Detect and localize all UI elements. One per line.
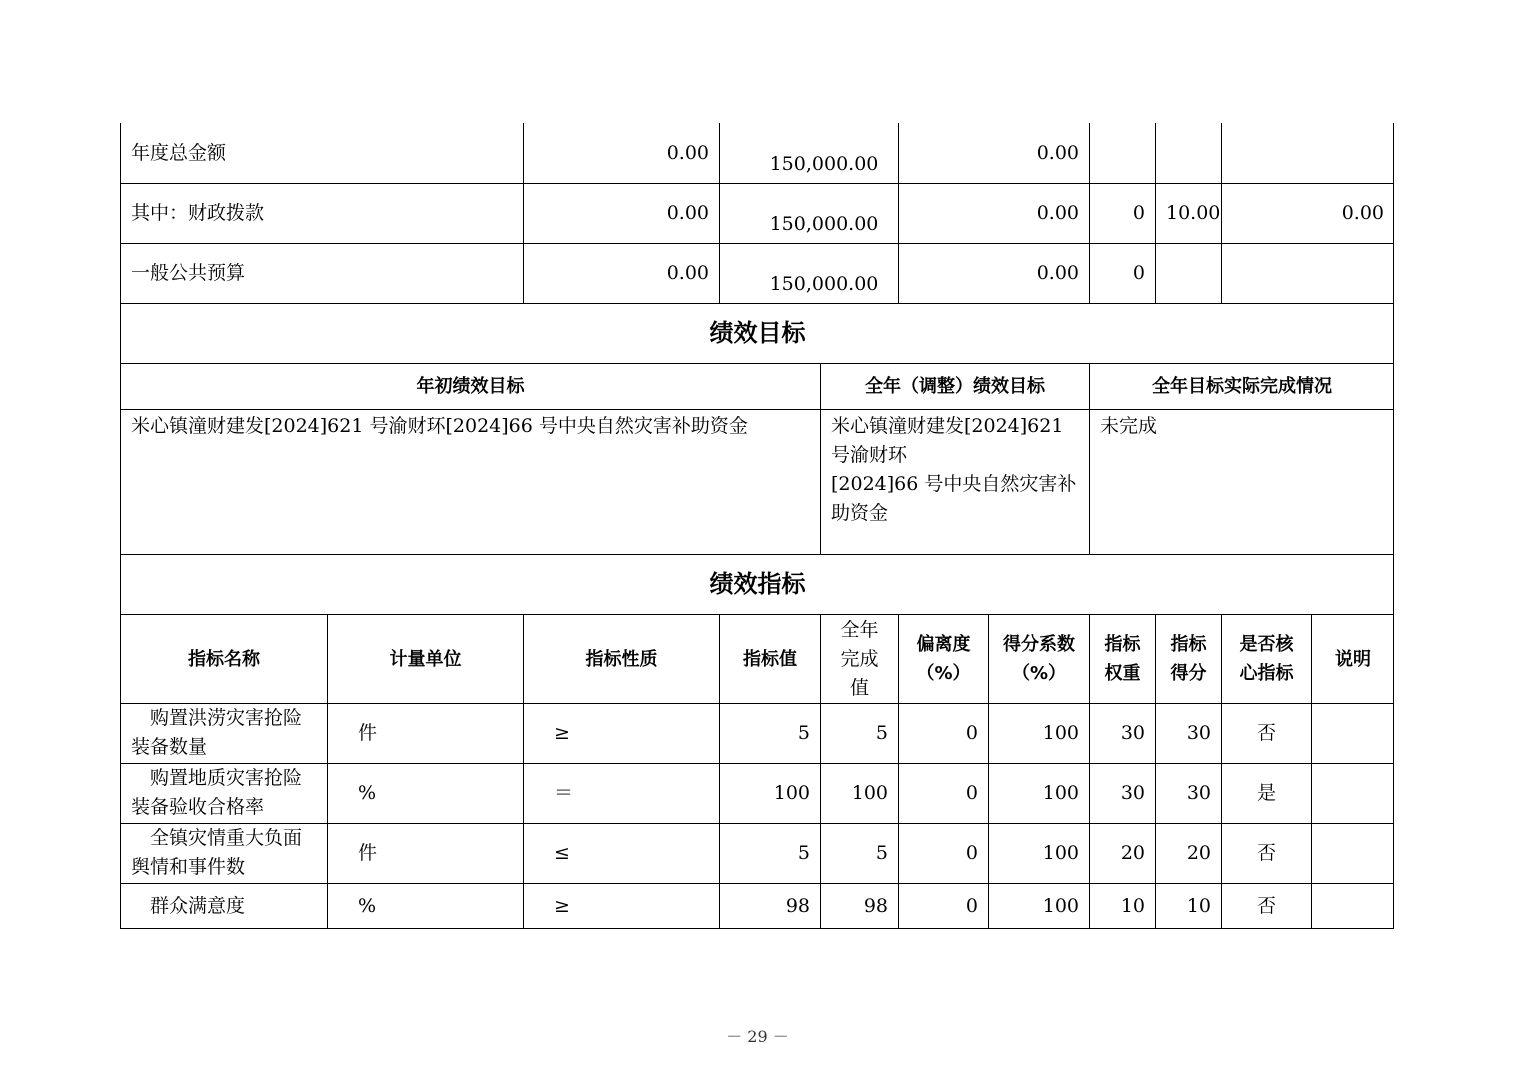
indicator-score: 20 bbox=[1155, 823, 1221, 883]
goals-header-actual: 全年目标实际完成情况 bbox=[1089, 363, 1394, 409]
goals-header-initial: 年初绩效目标 bbox=[120, 363, 820, 409]
budget-score-c bbox=[1221, 123, 1394, 183]
header-score: 指标 得分 bbox=[1155, 614, 1221, 703]
indicator-unit: % bbox=[327, 763, 523, 823]
indicator-name: 购置洪涝灾害抢险 装备数量 bbox=[120, 703, 327, 763]
indicator-nature: ≥ bbox=[523, 883, 719, 928]
header-note: 说明 bbox=[1311, 614, 1394, 703]
header-indicator-name: 指标名称 bbox=[120, 614, 327, 703]
budget-score-a bbox=[1089, 123, 1155, 183]
budget-executed: 0.00 bbox=[898, 243, 1089, 303]
indicator-unit: % bbox=[327, 883, 523, 928]
indicator-note bbox=[1311, 823, 1394, 883]
indicator-weight: 30 bbox=[1089, 763, 1155, 823]
goals-header-adjusted: 全年（调整）绩效目标 bbox=[820, 363, 1089, 409]
goals-actual-text: 未完成 bbox=[1089, 409, 1394, 554]
indicator-weight: 30 bbox=[1089, 703, 1155, 763]
indicator-score: 10 bbox=[1155, 883, 1221, 928]
budget-adjusted: 150,000.00 bbox=[719, 123, 898, 183]
indicator-name: 群众满意度 bbox=[120, 883, 327, 928]
budget-row-label: 一般公共预算 bbox=[120, 243, 523, 303]
budget-adjusted: 150,000.00 bbox=[719, 243, 898, 303]
indicator-value: 5 bbox=[719, 703, 820, 763]
indicator-note bbox=[1311, 763, 1394, 823]
budget-row-label: 其中：财政拨款 bbox=[120, 183, 523, 243]
budget-adjusted: 150,000.00 bbox=[719, 183, 898, 243]
indicator-nature: ≥ bbox=[523, 703, 719, 763]
indicator-note bbox=[1311, 883, 1394, 928]
header-coefficient: 得分系数 （%） bbox=[988, 614, 1089, 703]
budget-score-a: 0 bbox=[1089, 243, 1155, 303]
performance-table bbox=[120, 123, 1394, 929]
indicator-weight: 10 bbox=[1089, 883, 1155, 928]
indicator-deviation: 0 bbox=[898, 703, 988, 763]
indicator-core: 否 bbox=[1221, 883, 1311, 928]
indicator-coefficient: 100 bbox=[988, 763, 1089, 823]
indicator-nature: ＝ bbox=[523, 763, 719, 823]
budget-initial: 0.00 bbox=[523, 183, 719, 243]
indicator-coefficient: 100 bbox=[988, 703, 1089, 763]
indicator-nature: ≤ bbox=[523, 823, 719, 883]
indicator-coefficient: 100 bbox=[988, 823, 1089, 883]
budget-score-c bbox=[1221, 243, 1394, 303]
budget-initial: 0.00 bbox=[523, 123, 719, 183]
indicator-weight: 20 bbox=[1089, 823, 1155, 883]
goals-initial-text: 米心镇潼财建发[2024]621 号渝财环[2024]66 号中央自然灾害补助资金 bbox=[120, 409, 820, 554]
indicator-completed: 5 bbox=[820, 823, 898, 883]
budget-executed: 0.00 bbox=[898, 183, 1089, 243]
indicator-deviation: 0 bbox=[898, 823, 988, 883]
budget-score-b bbox=[1155, 123, 1221, 183]
indicator-name: 购置地质灾害抢险 装备验收合格率 bbox=[120, 763, 327, 823]
budget-row-label: 年度总金额 bbox=[120, 123, 523, 183]
indicator-deviation: 0 bbox=[898, 883, 988, 928]
indicator-completed: 100 bbox=[820, 763, 898, 823]
indicator-completed: 5 bbox=[820, 703, 898, 763]
budget-score-b: 10.00 bbox=[1155, 183, 1221, 243]
header-unit: 计量单位 bbox=[327, 614, 523, 703]
header-core: 是否核 心指标 bbox=[1221, 614, 1311, 703]
indicator-core: 是 bbox=[1221, 763, 1311, 823]
indicator-score: 30 bbox=[1155, 763, 1221, 823]
indicator-value: 100 bbox=[719, 763, 820, 823]
indicator-unit: 件 bbox=[327, 703, 523, 763]
budget-score-a: 0 bbox=[1089, 183, 1155, 243]
budget-score-b bbox=[1155, 243, 1221, 303]
indicator-coefficient: 100 bbox=[988, 883, 1089, 928]
header-deviation: 偏离度 （%） bbox=[898, 614, 988, 703]
header-weight: 指标 权重 bbox=[1089, 614, 1155, 703]
indicator-unit: 件 bbox=[327, 823, 523, 883]
indicators-section-title: 绩效指标 bbox=[120, 554, 1394, 614]
budget-initial: 0.00 bbox=[523, 243, 719, 303]
indicator-name: 全镇灾情重大负面 舆情和事件数 bbox=[120, 823, 327, 883]
indicator-core: 否 bbox=[1221, 823, 1311, 883]
goals-section-title: 绩效目标 bbox=[120, 303, 1394, 363]
goals-adjusted-text: 米心镇潼财建发[2024]621 号渝财环 [2024]66 号中央自然灾害补助资金 bbox=[820, 409, 1089, 554]
header-value: 指标值 bbox=[719, 614, 820, 703]
budget-executed: 0.00 bbox=[898, 123, 1089, 183]
indicator-score: 30 bbox=[1155, 703, 1221, 763]
indicator-note bbox=[1311, 703, 1394, 763]
indicator-value: 5 bbox=[719, 823, 820, 883]
header-completed: 全年 完成 值 bbox=[820, 614, 898, 703]
header-nature: 指标性质 bbox=[523, 614, 719, 703]
indicator-value: 98 bbox=[719, 883, 820, 928]
indicator-completed: 98 bbox=[820, 883, 898, 928]
page-number: － 29 － bbox=[726, 1027, 789, 1046]
indicator-deviation: 0 bbox=[898, 763, 988, 823]
indicator-core: 否 bbox=[1221, 703, 1311, 763]
budget-score-c: 0.00 bbox=[1221, 183, 1394, 243]
